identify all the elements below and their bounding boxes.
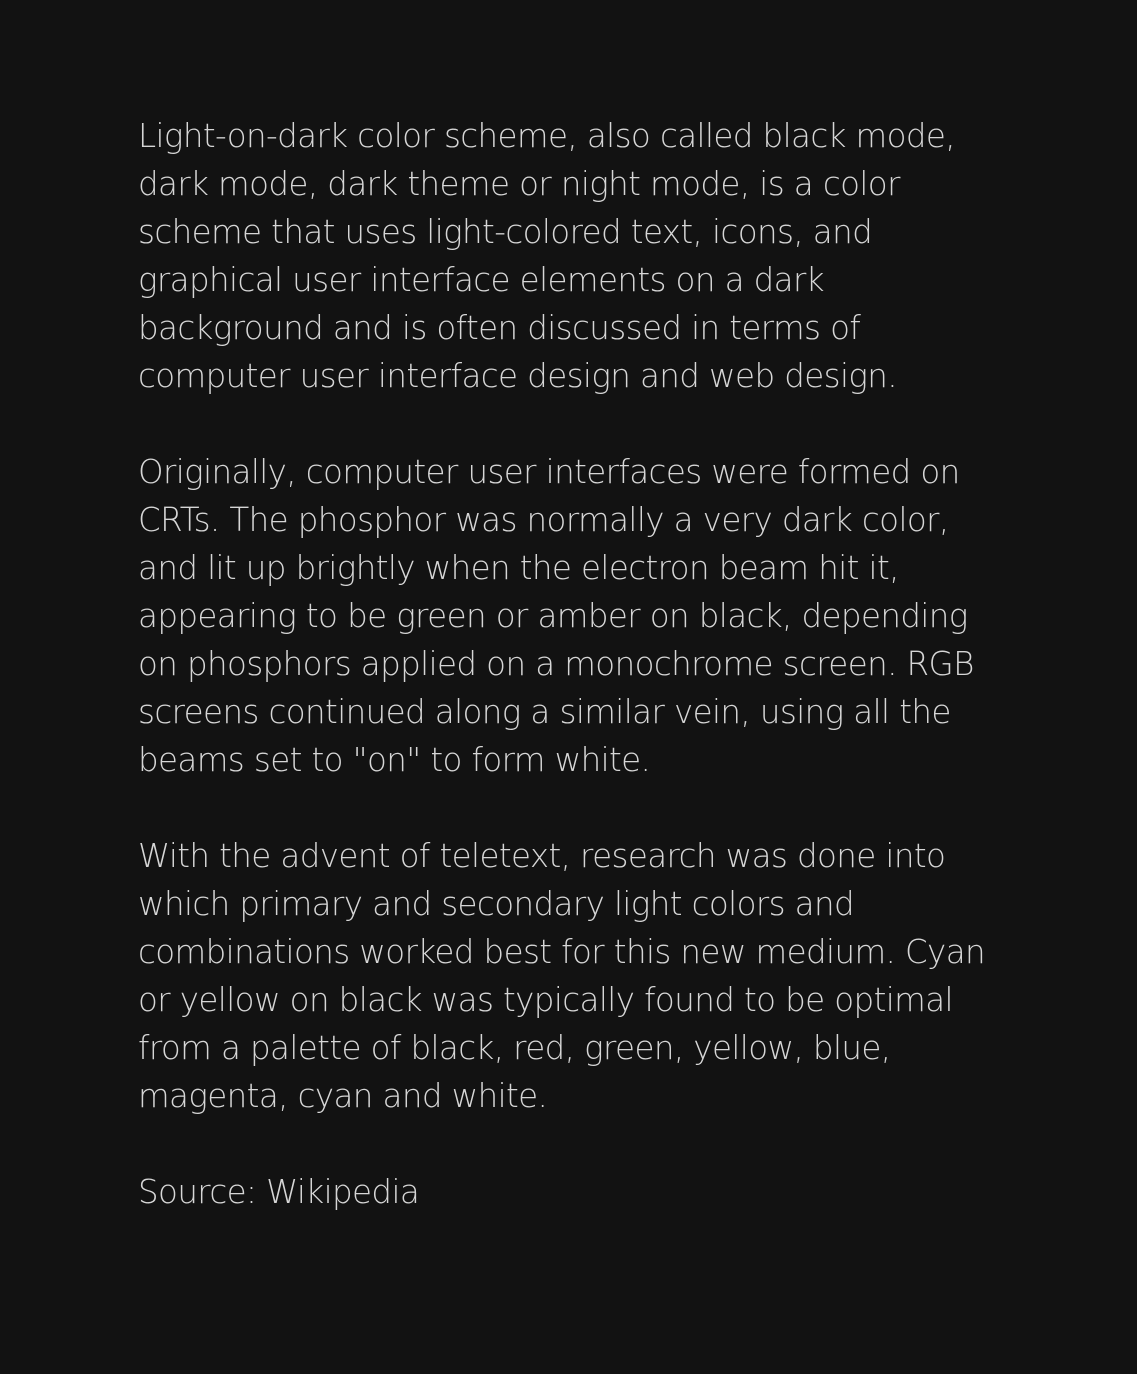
paragraph-teletext-research: With the advent of teletext, research was done into which primary and secondary light colors and combinations worked best for this new medium. Cyan or yellow on black was typically found to be optimal from a palette of black, red, green, yellow, blue, magenta, cyan and white. — [138, 837, 986, 1115]
paragraph-dark-mode-definition: Light-on-dark color scheme, also called black mode, dark mode, dark theme or night mode, is a color scheme that uses light-colored text, icons, and graphical user interface elements on a dark background and is often discussed in terms of computer user interface design and web design. — [138, 117, 956, 395]
source-attribution: Source: Wikipedia — [138, 1173, 420, 1211]
article — [138, 112, 1008, 1216]
paragraph-crt-history: Originally, computer user interfaces were formed on CRTs. The phosphor was normally a very dark color, and lit up brightly when the electron beam hit it, appearing to be green or amber on black, depending on phosphors applied on a monochrome screen. RGB screens continued along a similar vein, using all the beams set to "on" to form white. — [138, 453, 974, 779]
